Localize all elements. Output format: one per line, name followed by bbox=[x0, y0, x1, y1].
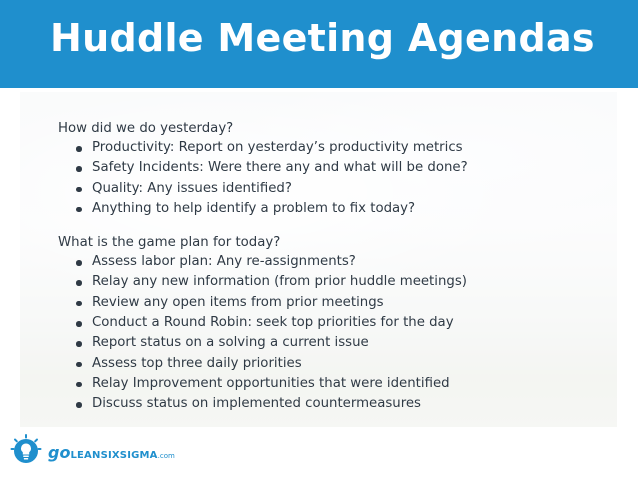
today-list bbox=[58, 252, 613, 414]
section-heading-yesterday: How did we do yesterday? bbox=[58, 121, 234, 136]
section-heading-today: What is the game plan for today? bbox=[58, 235, 281, 251]
list-item: Relay any new information (from prior huddle meetings) bbox=[74, 272, 613, 292]
list-item: Productivity: Report on yesterday’s productivity metrics bbox=[74, 138, 613, 158]
list-item: Quality: Any issues identified? bbox=[74, 179, 613, 199]
list-item: Review any open items from prior meetings bbox=[74, 293, 613, 313]
lightbulb-icon bbox=[10, 434, 44, 466]
logo-prefix: go bbox=[48, 443, 71, 462]
slide-title: Huddle Meeting Agendas bbox=[50, 16, 595, 60]
list-item: Anything to help identify a problem to fix today? bbox=[74, 199, 613, 219]
content-panel bbox=[20, 92, 617, 427]
title-bar bbox=[0, 0, 638, 88]
list-item: Assess top three daily priorities bbox=[74, 354, 613, 374]
logo-suffix: .com bbox=[157, 452, 175, 460]
list-item: Report status on a solving a current issue bbox=[74, 333, 613, 353]
list-item: Relay Improvement opportunities that were identified bbox=[74, 374, 613, 394]
goleansixsigma-logo bbox=[10, 434, 210, 466]
list-item: Conduct a Round Robin: seek top priorities for the day bbox=[74, 313, 613, 333]
yesterday-list bbox=[58, 138, 613, 219]
list-item: Discuss status on implemented countermeasures bbox=[74, 394, 613, 414]
logo-name: LEANSIXSIGMA bbox=[70, 450, 158, 461]
list-item: Assess labor plan: Any re-assignments? bbox=[74, 252, 613, 272]
list-item: Safety Incidents: Were there any and what will be done? bbox=[74, 158, 613, 178]
agenda-content bbox=[58, 119, 613, 415]
